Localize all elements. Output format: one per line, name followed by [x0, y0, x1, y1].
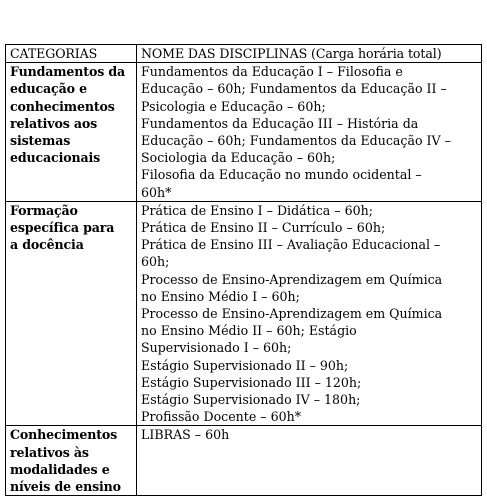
disciplines-table	[5, 44, 482, 496]
category-cell	[6, 426, 137, 496]
table-header-row	[6, 45, 482, 63]
discipline-line: Processo de Ensino-Aprendizagem em Química	[141, 306, 443, 322]
discipline-line: Educação – 60h; Fundamentos da Educação II –	[141, 81, 447, 97]
discipline-line: Fundamentos da Educação I – Filosofia e	[141, 64, 403, 80]
category-cell	[6, 201, 137, 426]
category-line: Fundamentos da	[10, 64, 126, 80]
table-row	[6, 426, 482, 496]
discipline-line: Supervisionado I – 60h;	[141, 340, 292, 356]
header-nome-das-disciplinas: NOME DAS DISCIPLINAS (Carga horária total)	[137, 45, 482, 63]
discipline-line: Prática de Ensino II – Currículo – 60h;	[141, 220, 386, 236]
discipline-line: Sociologia da Educação – 60h;	[141, 150, 336, 166]
discipline-line: 60h*	[141, 184, 172, 200]
category-line: educação e	[10, 81, 87, 97]
header-categorias: CATEGORIAS	[6, 45, 137, 63]
discipline-line: Prática de Ensino I – Didática – 60h;	[141, 202, 373, 218]
category-line: Formação	[10, 202, 78, 218]
table-row	[6, 63, 482, 202]
category-line: Conhecimentos	[10, 427, 118, 443]
discipline-line: Estágio Supervisionado II – 90h;	[141, 357, 349, 373]
table-row	[6, 201, 482, 426]
discipline-line: LIBRAS – 60h	[141, 427, 230, 443]
category-line: educacionais	[10, 150, 101, 166]
discipline-line: Psicologia e Educação – 60h;	[141, 98, 326, 114]
discipline-line: Prática de Ensino III – Avaliação Educacional –	[141, 237, 441, 253]
category-line: sistemas	[10, 133, 71, 149]
discipline-line: 60h;	[141, 254, 170, 270]
category-cell	[6, 63, 137, 202]
category-line: relativos às	[10, 444, 89, 460]
category-line: modalidades e	[10, 461, 110, 477]
discipline-line: Estágio Supervisionado III – 120h;	[141, 374, 362, 390]
disciplines-cell	[137, 63, 482, 202]
discipline-line: Fundamentos da Educação III – História da	[141, 115, 419, 131]
category-line: conhecimentos	[10, 98, 115, 114]
category-line: relativos aos	[10, 115, 98, 131]
category-line: específica para	[10, 220, 115, 236]
discipline-line: Processo de Ensino-Aprendizagem em Química	[141, 271, 443, 287]
discipline-line: Profissão Docente – 60h*	[141, 409, 302, 425]
discipline-line: Estágio Supervisionado IV – 180h;	[141, 392, 361, 408]
disciplines-cell	[137, 201, 482, 426]
disciplines-cell	[137, 426, 482, 496]
category-line: a docência	[10, 237, 84, 253]
category-line: níveis de ensino	[10, 479, 121, 495]
discipline-line: no Ensino Médio II – 60h; Estágio	[141, 323, 357, 339]
discipline-line: Educação – 60h; Fundamentos da Educação IV –	[141, 133, 451, 149]
discipline-line: Filosofia da Educação no mundo ocidental –	[141, 167, 422, 183]
discipline-line: no Ensino Médio I – 60h;	[141, 288, 300, 304]
